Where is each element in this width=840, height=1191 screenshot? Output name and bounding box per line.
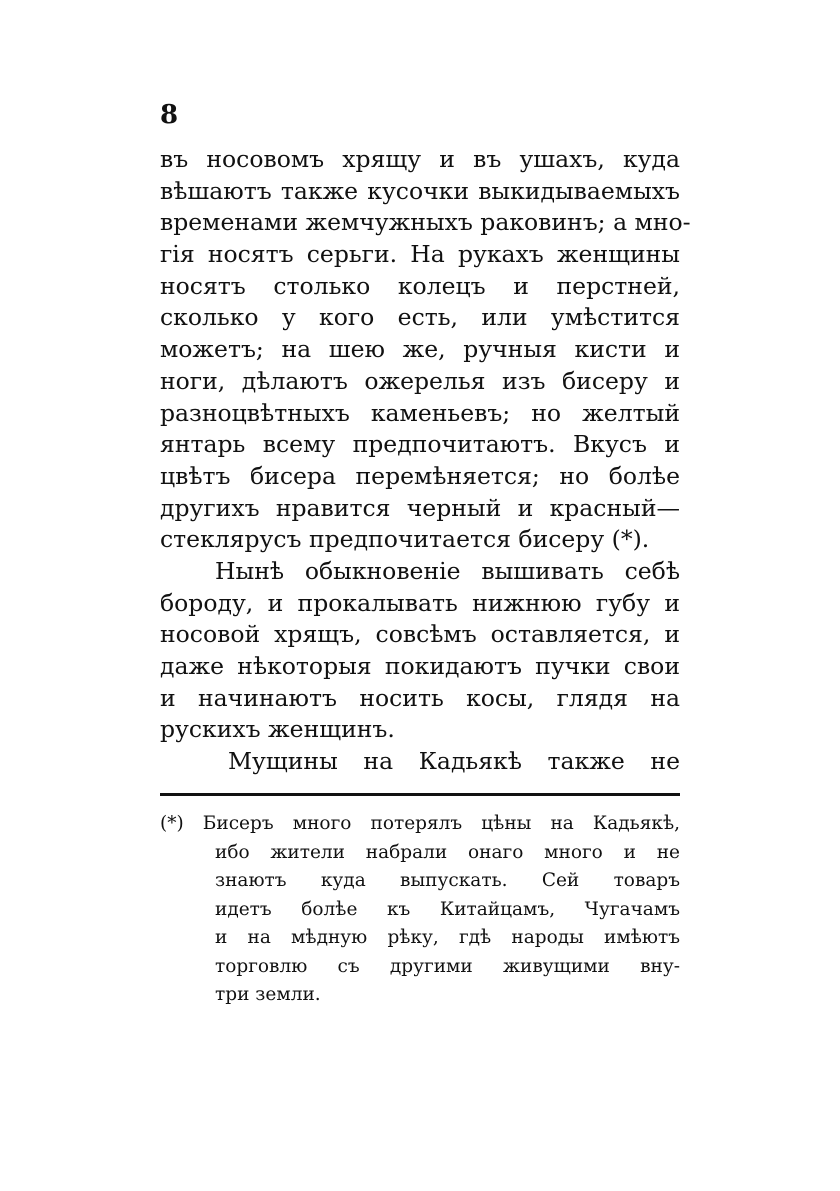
text-line: вѣшаютъ также кусочки выкидываемыхъ (160, 176, 680, 205)
text-line: ноги, дѣлаютъ ожерелья изъ бисеру и (160, 366, 680, 395)
text-line: сколько у кого есть, или умѣстится (160, 303, 680, 332)
text-line: бороду, и прокалывать нижнюю губу и (160, 588, 680, 617)
text-line: можетъ; на шею же, ручныя кисти и (160, 335, 680, 364)
text-line: носовой хрящъ, совсѣмъ оставляется, и (160, 620, 680, 649)
text-line: другихъ нравится черный и красный— (160, 493, 680, 522)
footnote-line: (*) Бисеръ много потерялъ цѣны на Кадьякѣ, (160, 813, 680, 834)
page-number: 8 (160, 100, 179, 130)
text-line: Нынѣ обыкновеніе вышивать себѣ (215, 556, 680, 585)
footnote-line: торговлю съ другими живущими вну- (215, 955, 680, 977)
footnote-line: знаютъ куда выпускать. Сей товаръ (215, 870, 680, 891)
footnote-separator (160, 793, 680, 796)
text-line: гія носятъ серьги. На рукахъ женщины (160, 240, 680, 269)
footnote-line: ибо жители набрали онаго много и не (215, 841, 680, 863)
text-line: рускихъ женщинъ. (160, 715, 395, 744)
text-line: янтарь всему предпочитаютъ. Вкусъ и (160, 430, 680, 459)
text-line: даже нѣкоторыя покидаютъ пучки свои (160, 652, 680, 680)
footnote-line: три земли. (215, 984, 321, 1005)
body-text (160, 144, 691, 778)
text-line: стеклярусъ предпочитается бисеру (*). (160, 525, 650, 554)
text-line: носятъ столько колецъ и перстней, (160, 271, 680, 300)
text-line: и начинаютъ носить косы, глядя на (160, 683, 680, 712)
text-line: временами жемчужныхъ раковинъ; а мно- (160, 208, 691, 237)
text-line: разноцвѣтныхъ каменьевъ; но желтый (160, 398, 680, 427)
text-line: въ носовомъ хрящу и въ ушахъ, куда (160, 145, 680, 173)
footnote-line: и на мѣдную рѣку, гдѣ народы имѣютъ (215, 927, 680, 948)
footnote-line: идетъ болѣе къ Китайцамъ, Чугачамъ (215, 898, 680, 920)
text-line: цвѣтъ бисера перемѣняется; но болѣе (160, 461, 680, 490)
footnote (160, 810, 680, 1010)
text-line: Мущины на Кадьякѣ также не (228, 747, 680, 776)
